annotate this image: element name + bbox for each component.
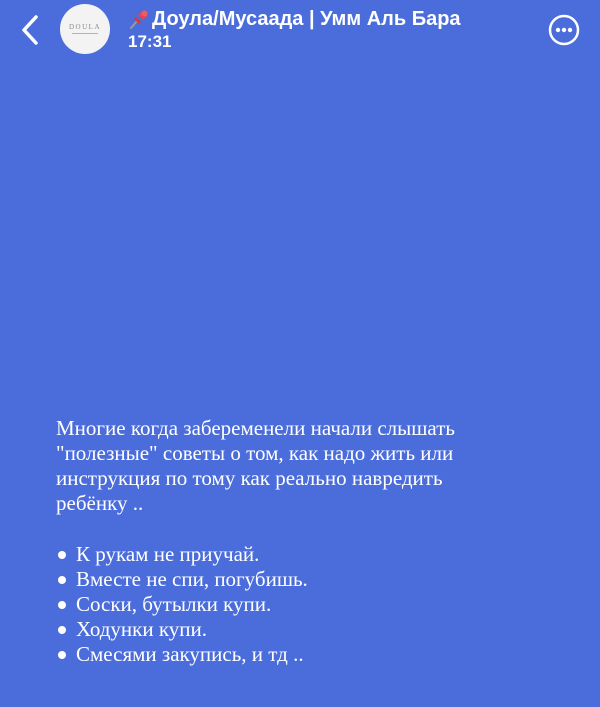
advice-list xyxy=(56,542,576,667)
list-item-text: Соски, бутылки купи. xyxy=(76,592,272,616)
bullet-icon xyxy=(58,576,66,584)
message-content xyxy=(56,416,576,667)
avatar-logo-text: DOULA xyxy=(69,23,101,31)
header xyxy=(0,0,600,64)
more-horizontal-circle-icon xyxy=(548,14,580,46)
avatar-logo-line xyxy=(72,33,98,34)
bullet-icon xyxy=(58,551,66,559)
message-intro: Многие когда забеременели начали слышать "полезные" советы о том, как надо жить или инструкция по тому как реально навредить ребёнку .. xyxy=(56,416,455,515)
list-item-text: Ходунки купи. xyxy=(76,617,207,641)
list-item xyxy=(56,542,576,567)
timestamp: 17:31 xyxy=(128,32,172,51)
list-item-text: К рукам не приучай. xyxy=(76,542,260,566)
bullet-icon xyxy=(58,601,66,609)
bullet-icon xyxy=(58,651,66,659)
more-button[interactable] xyxy=(548,14,580,46)
list-item xyxy=(56,642,576,667)
back-button[interactable] xyxy=(14,10,46,50)
avatar[interactable] xyxy=(60,4,110,54)
list-item xyxy=(56,617,576,642)
chevron-left-icon xyxy=(20,14,40,46)
list-item-text: Вместе не спи, погубишь. xyxy=(76,567,308,591)
list-item-text: Смесями закупись, и тд .. xyxy=(76,642,304,666)
title-row[interactable] xyxy=(128,6,461,32)
pushpin-icon xyxy=(128,8,150,30)
list-item xyxy=(56,592,576,617)
list-item xyxy=(56,567,576,592)
chat-title: Доула/Мусаада | Умм Аль Бара xyxy=(152,7,461,30)
bullet-icon xyxy=(58,626,66,634)
